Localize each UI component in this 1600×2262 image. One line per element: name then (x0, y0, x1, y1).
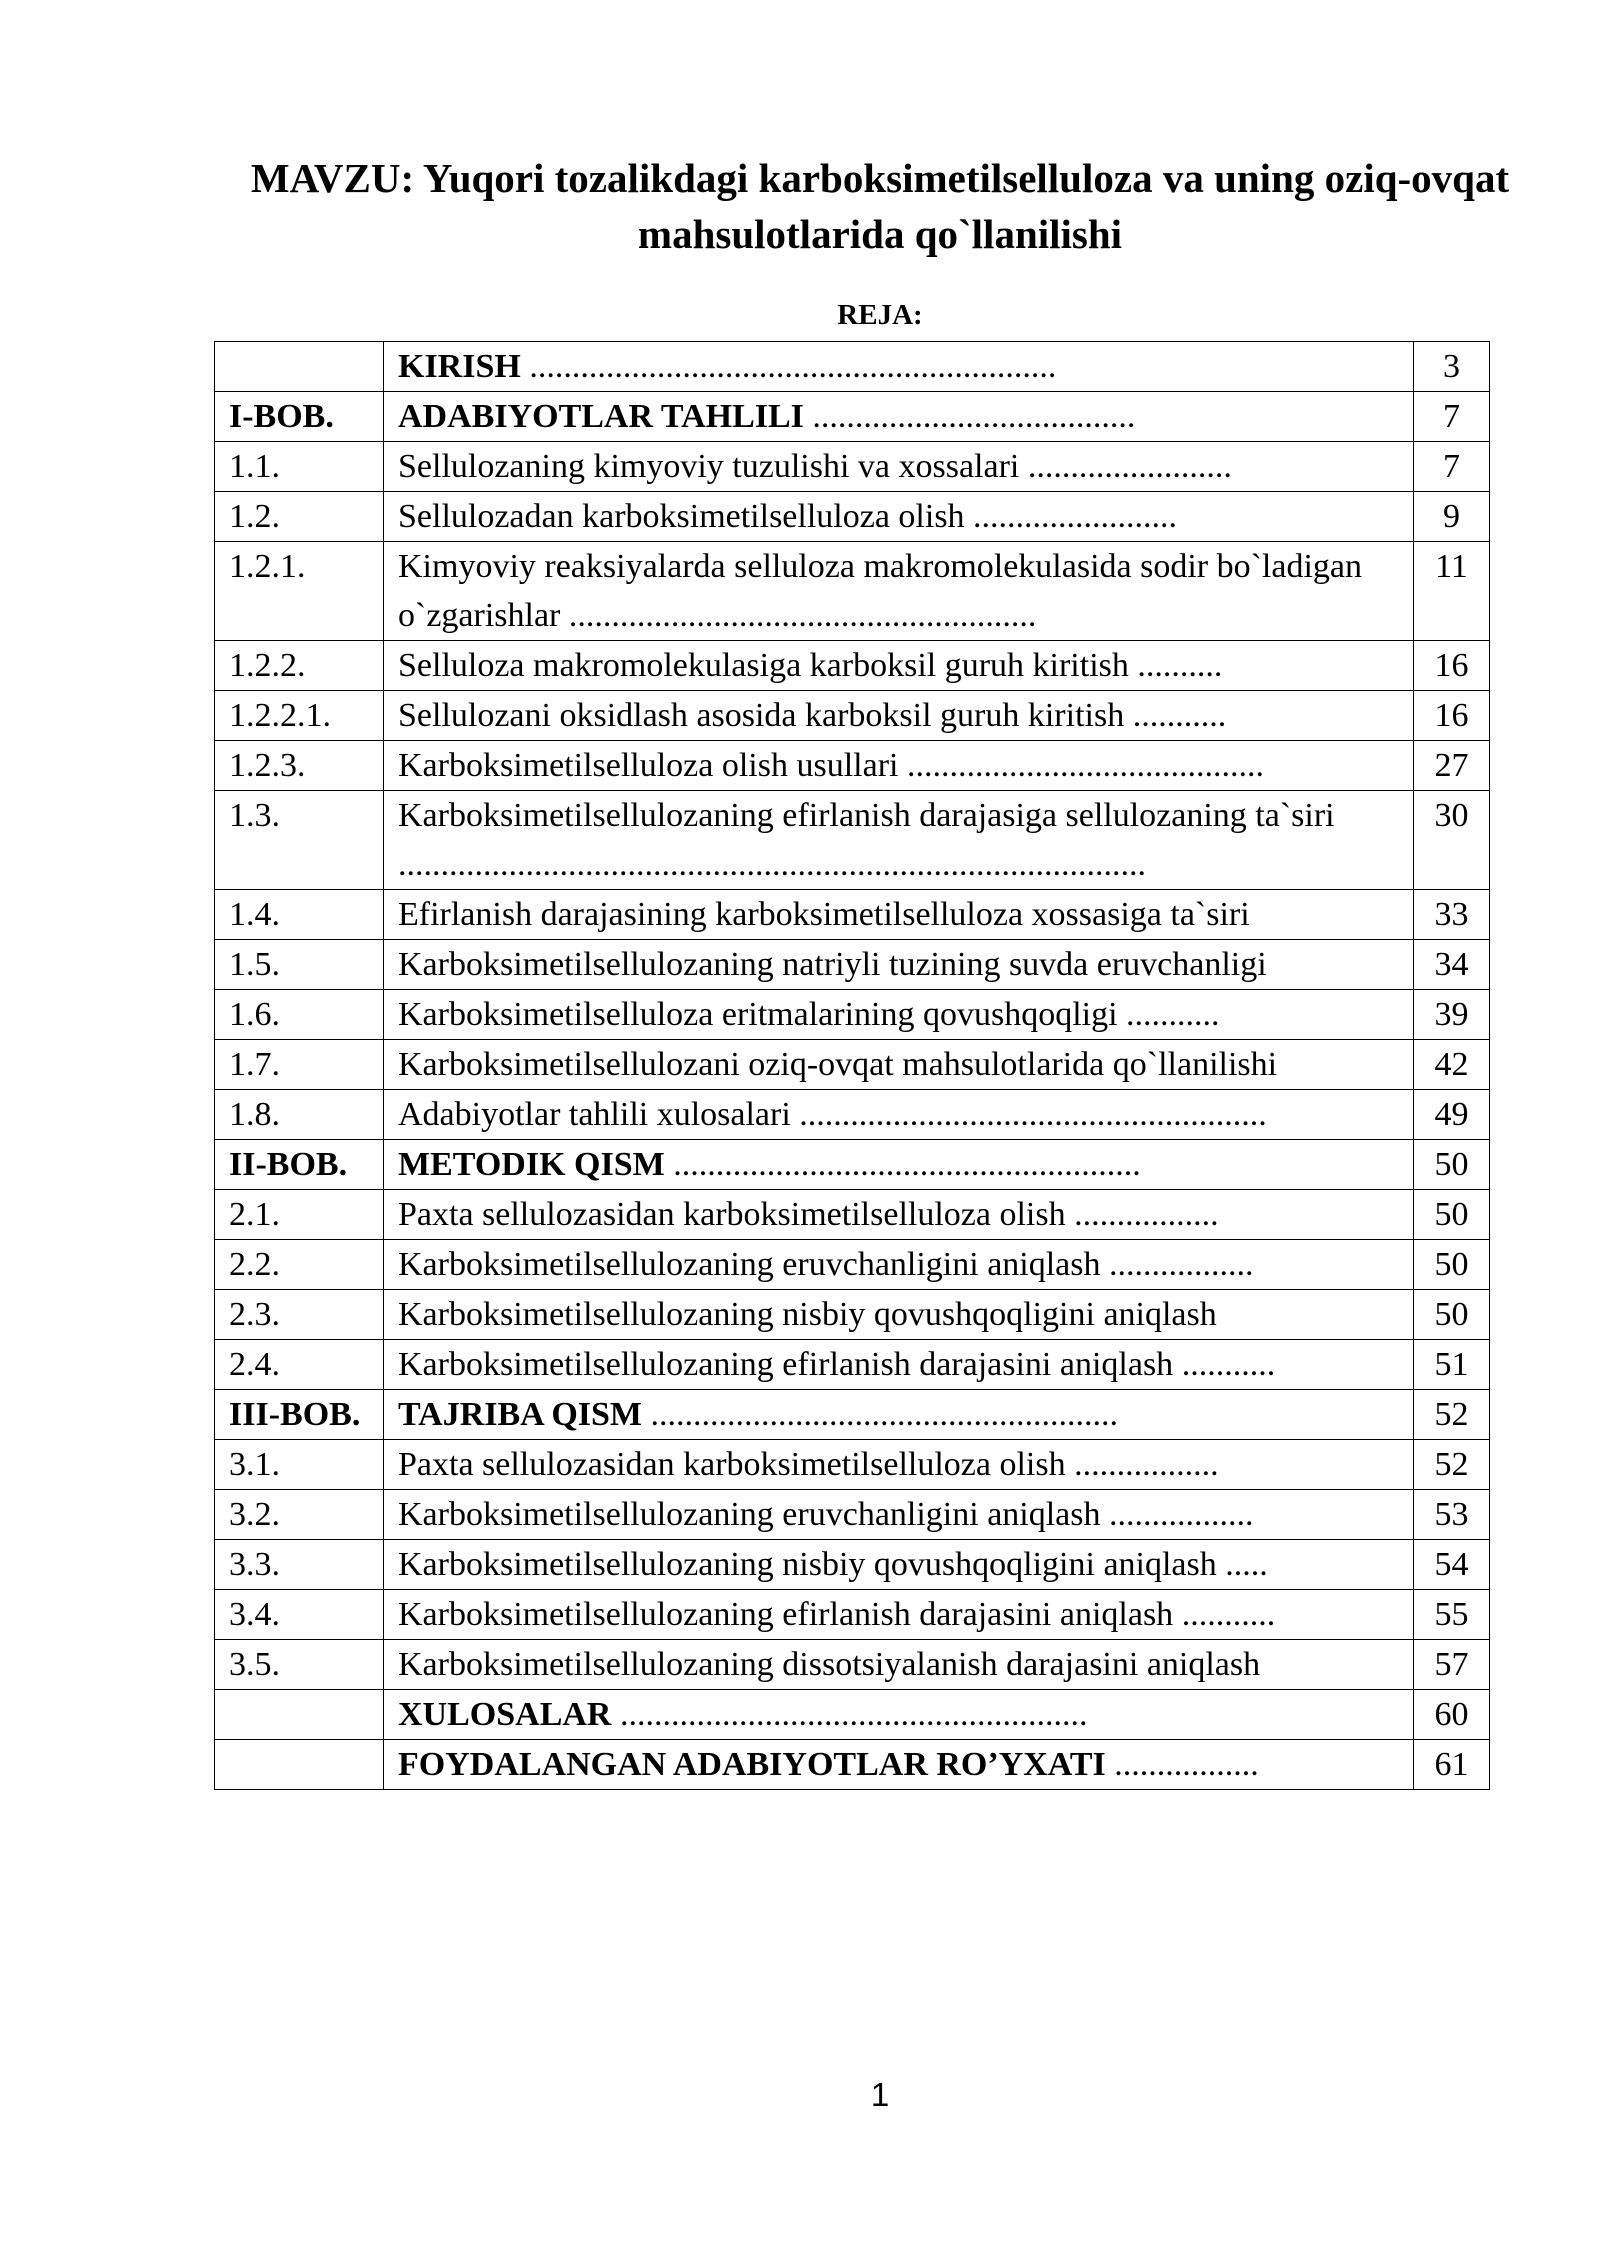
toc-page-number: 30 (1414, 791, 1490, 890)
toc-leader-dots: ........... (1126, 996, 1220, 1033)
toc-section-number: 1.6. (215, 990, 384, 1040)
toc-entry-title: Karboksimetilsellulozaning efirlanish darajasini aniqlash (398, 1596, 1174, 1633)
toc-entry-title: Karboksimetilsellulozaning efirlanish darajasiga sellulozaning ta`siri (398, 797, 1335, 834)
toc-leader-dots: ....................................................... (568, 597, 1037, 634)
toc-entry-title: Adabiyotlar tahlili xulosalari (398, 1096, 791, 1133)
toc-page-number: 52 (1414, 1390, 1490, 1440)
toc-row (215, 1540, 1490, 1590)
toc-entry-title: Kimyoviy reaksiyalarda selluloza makromolekulasida sodir bo`ladigan o`zgarishlar (398, 548, 1363, 634)
toc-entry (384, 890, 1414, 940)
toc-entry (384, 1590, 1414, 1640)
toc-row (215, 1040, 1490, 1090)
toc-entry (384, 1190, 1414, 1240)
toc-section-number: 1.8. (215, 1090, 384, 1140)
toc-leader-dots: ....................................................... (650, 1396, 1119, 1433)
toc-page-number: 50 (1414, 1140, 1490, 1190)
toc-page-number: 55 (1414, 1590, 1490, 1640)
toc-entry-title: Selluloza makromolekulasiga karboksil guruh kiritish (398, 647, 1129, 684)
toc-entry (384, 691, 1414, 741)
toc-entry (384, 641, 1414, 691)
toc-page-number: 52 (1414, 1440, 1490, 1490)
toc-page-number: 42 (1414, 1040, 1490, 1090)
toc-row (215, 1440, 1490, 1490)
toc-entry (384, 1040, 1414, 1090)
toc-entry (384, 1090, 1414, 1140)
toc-entry-title: Paxta sellulozasidan karboksimetilselluloza olish (398, 1196, 1066, 1233)
toc-row (215, 442, 1490, 492)
toc-page-number: 60 (1414, 1690, 1490, 1740)
toc-page-number: 51 (1414, 1340, 1490, 1390)
toc-section-number: 2.2. (215, 1240, 384, 1290)
toc-section-number: 1.2.2. (215, 641, 384, 691)
toc-entry (384, 1540, 1414, 1590)
toc-entry (384, 492, 1414, 542)
toc-section-number (215, 1740, 384, 1790)
toc-row (215, 1690, 1490, 1740)
toc-leader-dots: .......... (1137, 647, 1223, 684)
toc-entry (384, 442, 1414, 492)
toc-page-number: 39 (1414, 990, 1490, 1040)
toc-page-number: 7 (1414, 442, 1490, 492)
toc-body (215, 342, 1490, 1790)
toc-leader-dots: ........... (1181, 1596, 1276, 1633)
toc-leader-dots: ........... (1181, 1346, 1276, 1383)
toc-leader-dots: ..... (1225, 1546, 1268, 1583)
toc-leader-dots: .......................................... (906, 747, 1264, 784)
toc-row (215, 342, 1490, 392)
toc-leader-dots: ....................................................... (799, 1096, 1267, 1133)
toc-leader-dots: ................. (1109, 1496, 1254, 1533)
toc-entry-title: ADABIYOTLAR TAHLILI (398, 398, 804, 435)
toc-row (215, 1740, 1490, 1790)
toc-leader-dots: ...................................... (812, 398, 1136, 435)
toc-entry (384, 1640, 1414, 1690)
toc-section-number: III-BOB. (215, 1390, 384, 1440)
toc-row (215, 1090, 1490, 1140)
toc-entry-title: METODIK QISM (398, 1146, 665, 1183)
toc-row (215, 791, 1490, 890)
toc-row (215, 890, 1490, 940)
toc-page-number: 3 (1414, 342, 1490, 392)
toc-entry-title: XULOSALAR (398, 1696, 612, 1733)
toc-section-number: II-BOB. (215, 1140, 384, 1190)
toc-section-number: 1.2.3. (215, 741, 384, 791)
toc-entry (384, 1240, 1414, 1290)
toc-entry-title: Karboksimetilsellulozaning dissotsiyalanish darajasini aniqlash (398, 1646, 1261, 1683)
toc-section-number: 1.1. (215, 442, 384, 492)
toc-page-number: 16 (1414, 641, 1490, 691)
toc-page-number: 16 (1414, 691, 1490, 741)
toc-row (215, 1590, 1490, 1640)
toc-leader-dots: ........... (1132, 697, 1227, 734)
toc-row (215, 1190, 1490, 1240)
toc-entry-title: Sellulozani oksidlash asosida karboksil guruh kiritish (398, 697, 1125, 734)
toc-entry (384, 1690, 1414, 1740)
toc-entry (384, 342, 1414, 392)
toc-row (215, 1490, 1490, 1540)
toc-row (215, 1340, 1490, 1390)
toc-section-number (215, 342, 384, 392)
toc-section-number: 3.4. (215, 1590, 384, 1640)
toc-row (215, 1290, 1490, 1340)
toc-row (215, 1640, 1490, 1690)
toc-entry-title: Paxta sellulozasidan karboksimetilselluloza olish (398, 1446, 1066, 1483)
page-number: 1 (870, 2076, 890, 2113)
toc-row (215, 641, 1490, 691)
toc-entry (384, 940, 1414, 990)
toc-entry (384, 1490, 1414, 1540)
toc-leader-dots: ........................................................................................ (398, 846, 1146, 883)
toc-leader-dots: .............................................................. (529, 348, 1057, 385)
toc-entry (384, 1290, 1414, 1340)
toc-entry (384, 1340, 1414, 1390)
toc-entry (384, 392, 1414, 442)
toc-page-number: 49 (1414, 1090, 1490, 1140)
toc-entry-title: Sellulozaning kimyoviy tuzulishi va xossalari (398, 448, 1020, 485)
toc-leader-dots: ........................ (1027, 448, 1232, 485)
toc-page-number: 11 (1414, 542, 1490, 641)
toc-page-number: 9 (1414, 492, 1490, 542)
toc-section-number: 3.2. (215, 1490, 384, 1540)
toc-entry (384, 1140, 1414, 1190)
toc-entry (384, 1390, 1414, 1440)
toc-page-number: 50 (1414, 1290, 1490, 1340)
toc-section-number: 3.1. (215, 1440, 384, 1490)
toc-entry (384, 1740, 1414, 1790)
toc-section-number: 1.3. (215, 791, 384, 890)
toc-entry-title: TAJRIBA QISM (398, 1396, 643, 1433)
toc-page-number: 57 (1414, 1640, 1490, 1690)
toc-row (215, 940, 1490, 990)
toc-section-number: 3.3. (215, 1540, 384, 1590)
toc-entry-title: Karboksimetilsellulozaning eruvchanligini aniqlash (398, 1246, 1101, 1283)
toc-entry (384, 990, 1414, 1040)
toc-row (215, 1240, 1490, 1290)
toc-row (215, 542, 1490, 641)
toc-section-number: 1.4. (215, 890, 384, 940)
toc-row (215, 691, 1490, 741)
plan-heading: REJA: (837, 299, 923, 331)
toc-page-number: 33 (1414, 890, 1490, 940)
toc-entry (384, 542, 1414, 641)
toc-entry-title: Sellulozadan karboksimetilselluloza olish (398, 498, 965, 535)
toc-page-number: 54 (1414, 1540, 1490, 1590)
toc-section-number: I-BOB. (215, 392, 384, 442)
toc-row (215, 392, 1490, 442)
toc-entry-title: FOYDALANGAN ADABIYOTLAR RO’YXATI (398, 1746, 1106, 1783)
toc-entry (384, 791, 1414, 890)
toc-entry (384, 741, 1414, 791)
toc-section-number: 1.7. (215, 1040, 384, 1090)
toc-page-number: 61 (1414, 1740, 1490, 1790)
toc-entry-title: Karboksimetilsellulozaning natriyli tuzining suvda eruvchanligi (398, 946, 1267, 983)
toc-leader-dots: ....................................................... (673, 1146, 1141, 1183)
toc-entry-title: Efirlanish darajasining karboksimetilselluloza xossasiga ta`siri (398, 896, 1250, 933)
toc-entry-title: Karboksimetilselluloza olish usullari (398, 747, 899, 784)
toc-row (215, 492, 1490, 542)
toc-entry (384, 1440, 1414, 1490)
toc-row (215, 741, 1490, 791)
toc-section-number: 1.5. (215, 940, 384, 990)
toc-leader-dots: ................. (1114, 1746, 1259, 1783)
toc-section-number: 1.2.2.1. (215, 691, 384, 741)
table-of-contents (214, 341, 1490, 1790)
toc-section-number (215, 1690, 384, 1740)
toc-section-number: 3.5. (215, 1640, 384, 1690)
toc-page-number: 34 (1414, 940, 1490, 990)
toc-entry-title: Karboksimetilsellulozaning nisbiy qovushqoqligini aniqlash (398, 1546, 1217, 1583)
document-title: MAVZU: Yuqori tozalikdagi karboksimetilselluloza va uning oziq-ovqat mahsulotlarida qo`llanilishi (250, 155, 1510, 257)
toc-entry-title: Karboksimetilsellulozani oziq-ovqat mahsulotlarida qo`llanilishi (398, 1046, 1278, 1083)
toc-page-number: 50 (1414, 1190, 1490, 1240)
toc-leader-dots: ........................ (973, 498, 1178, 535)
toc-leader-dots: ................. (1074, 1196, 1219, 1233)
toc-section-number: 1.2. (215, 492, 384, 542)
toc-page-number: 7 (1414, 392, 1490, 442)
toc-leader-dots: ................. (1109, 1246, 1254, 1283)
toc-page-number: 27 (1414, 741, 1490, 791)
toc-entry-title: Karboksimetilselluloza eritmalarining qovushqoqligi (398, 996, 1118, 1033)
toc-section-number: 2.3. (215, 1290, 384, 1340)
toc-entry-title: Karboksimetilsellulozaning nisbiy qovushqoqligini aniqlash (398, 1296, 1217, 1333)
toc-section-number: 2.4. (215, 1340, 384, 1390)
toc-row (215, 1140, 1490, 1190)
toc-page-number: 50 (1414, 1240, 1490, 1290)
toc-leader-dots: ................. (1074, 1446, 1219, 1483)
toc-entry-title: Karboksimetilsellulozaning efirlanish darajasini aniqlash (398, 1346, 1174, 1383)
toc-entry-title: Karboksimetilsellulozaning eruvchanligini aniqlash (398, 1496, 1101, 1533)
toc-leader-dots: ....................................................... (619, 1696, 1088, 1733)
toc-row (215, 1390, 1490, 1440)
toc-entry-title: KIRISH (398, 348, 521, 385)
toc-section-number: 2.1. (215, 1190, 384, 1240)
toc-section-number: 1.2.1. (215, 542, 384, 641)
toc-page-number: 53 (1414, 1490, 1490, 1540)
toc-row (215, 990, 1490, 1040)
